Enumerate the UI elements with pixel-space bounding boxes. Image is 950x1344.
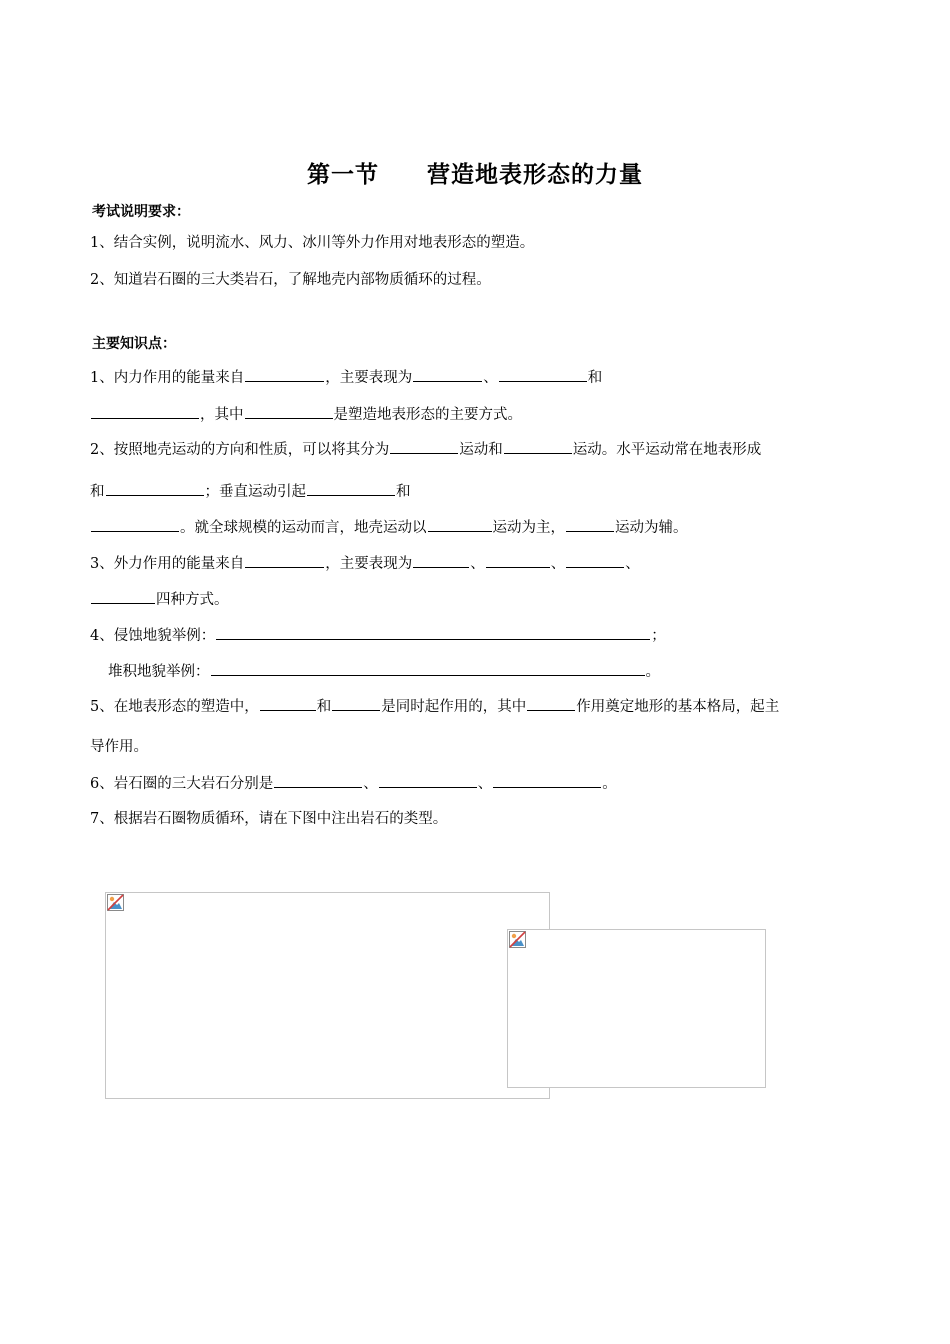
fill-blank[interactable] (260, 696, 316, 711)
fill-blank[interactable] (245, 553, 324, 568)
rock-cycle-image-placeholder (105, 892, 550, 1099)
fill-blank[interactable] (211, 661, 645, 676)
fill-blank[interactable] (307, 481, 395, 496)
fill-blank[interactable] (413, 553, 469, 568)
fill-blank[interactable] (274, 773, 362, 788)
broken-image-icon (107, 894, 124, 911)
question-4-line-1: 4、侵蚀地貌举例： ； (90, 625, 666, 646)
exam-heading: 考试说明要求： (92, 204, 190, 220)
question-1-line-1: 1、内力作用的能量来自 ，主要表现为 、 和 (90, 367, 602, 388)
fill-blank[interactable] (91, 404, 199, 419)
fill-blank[interactable] (527, 696, 575, 711)
question-2-line-3: 。就全球规模的运动而言，地壳运动以 运动为主， 运动为辅。 (90, 517, 688, 538)
question-5-line-1: 5、在地表形态的塑造中， 和 是同时起作用的，其中 作用奠定地形的基本格局，起主 (90, 696, 779, 717)
page-title (0, 156, 950, 189)
fill-blank[interactable] (216, 625, 650, 640)
fill-blank[interactable] (504, 439, 572, 454)
question-3-line-2: 四种方式。 (90, 589, 229, 610)
fill-blank[interactable] (566, 553, 624, 568)
question-3-line-1: 3、外力作用的能量来自 ，主要表现为 、 、 、 (90, 553, 640, 574)
question-4-line-2: 堆积地貌举例： 。 (108, 661, 660, 682)
fill-blank[interactable] (332, 696, 380, 711)
fill-blank[interactable] (106, 481, 204, 496)
fill-blank[interactable] (245, 404, 333, 419)
rock-type-image-placeholder (507, 929, 766, 1088)
exam-item-1: 1、结合实例，说明流水、风力、冰川等外力作用对地表形态的塑造。 (90, 235, 535, 251)
question-6: 6、岩石圈的三大岩石分别是 、 、 。 (90, 773, 617, 794)
broken-image-icon (509, 931, 526, 948)
question-5-line-2: 导作用。 (90, 739, 148, 755)
question-2-line-1: 2、按照地壳运动的方向和性质，可以将其分为 运动和 运动。水平运动常在地表形成 (90, 439, 761, 460)
fill-blank[interactable] (499, 367, 587, 382)
fill-blank[interactable] (91, 589, 155, 604)
fill-blank[interactable] (428, 517, 492, 532)
exam-item-2: 2、知道岩石圈的三大类岩石，了解地壳内部物质循环的过程。 (90, 272, 491, 288)
fill-blank[interactable] (566, 517, 614, 532)
fill-blank[interactable] (379, 773, 477, 788)
fill-blank[interactable] (486, 553, 550, 568)
fill-blank[interactable] (390, 439, 458, 454)
question-2-line-2: 和 ；垂直运动引起 和 (90, 481, 411, 502)
title-section: 第一节 (307, 162, 379, 188)
fill-blank[interactable] (91, 517, 179, 532)
fill-blank[interactable] (413, 367, 482, 382)
fill-blank[interactable] (245, 367, 324, 382)
fill-blank[interactable] (493, 773, 601, 788)
question-1-line-2: ，其中 是塑造地表形态的主要方式。 (90, 404, 522, 425)
knowledge-heading: 主要知识点： (92, 336, 176, 352)
title-topic: 营造地表形态的力量 (427, 162, 643, 188)
question-7: 7、根据岩石圈物质循环，请在下图中注出岩石的类型。 (90, 811, 448, 827)
